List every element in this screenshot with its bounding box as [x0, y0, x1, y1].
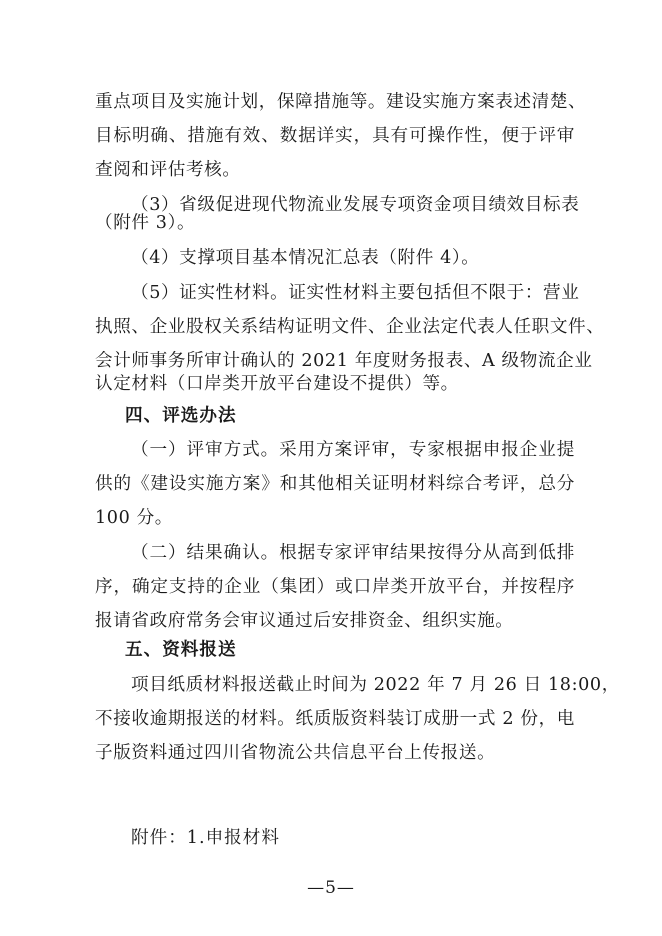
section-heading-submission: 五、资料报送: [125, 640, 237, 660]
paragraph-line: 重点项目及实施计划，保障措施等。建设实施方案表述清楚、: [95, 92, 587, 112]
paragraph-line: （5）证实性材料。证实性材料主要包括但不限于：营业: [131, 283, 580, 303]
paragraph-line: （一）评审方式。采用方案评审，专家根据申报企业提: [131, 440, 575, 460]
paragraph-line: 认定材料（口岸类开放平台建设不提供）等。: [95, 374, 459, 394]
paragraph-line: （3）省级促进现代物流业发展专项资金项目绩效目标表: [131, 195, 580, 215]
paragraph-line: （二）结果确认。根据专家评审结果按得分从高到低排: [131, 543, 575, 563]
attachment-note: 附件：1.申报材料: [131, 828, 280, 848]
paragraph-line: 会计师事务所审计确认的 2021 年度财务报表、A 级物流企业: [95, 351, 593, 371]
paragraph-line: （4）支撑项目基本情况汇总表（附件 4）。: [131, 248, 480, 268]
paragraph-line: 100 分。: [95, 508, 173, 528]
paragraph-line: 不接收逾期报送的材料。纸质版资料装订成册一式 2 份，电: [95, 709, 575, 729]
paragraph-line: 查阅和评估考核。: [95, 160, 241, 180]
paragraph-line: 目标明确、措施有效、数据详实，具有可操作性，便于评审: [95, 126, 575, 146]
section-heading-evaluation: 四、评选办法: [125, 406, 237, 426]
page-number: —5—: [307, 878, 355, 898]
paragraph-line: 执照、企业股权关系结构证明文件、企业法定代表人任职文件、: [95, 317, 605, 337]
paragraph-line: 供的《建设实施方案》和其他相关证明材料综合考评，总分: [95, 474, 575, 494]
paragraph-line: 序，确定支持的企业（集团）或口岸类开放平台，并按程序: [95, 577, 575, 597]
paragraph-line: 项目纸质材料报送截止时间为 2022 年 7 月 26 日 18:00，: [131, 675, 620, 695]
paragraph-line: 子版资料通过四川省物流公共信息平台上传报送。: [95, 743, 496, 763]
paragraph-line: 报请省政府常务会审议通过后安排资金、组织实施。: [95, 611, 514, 631]
paragraph-line: （附件 3）。: [95, 213, 196, 233]
